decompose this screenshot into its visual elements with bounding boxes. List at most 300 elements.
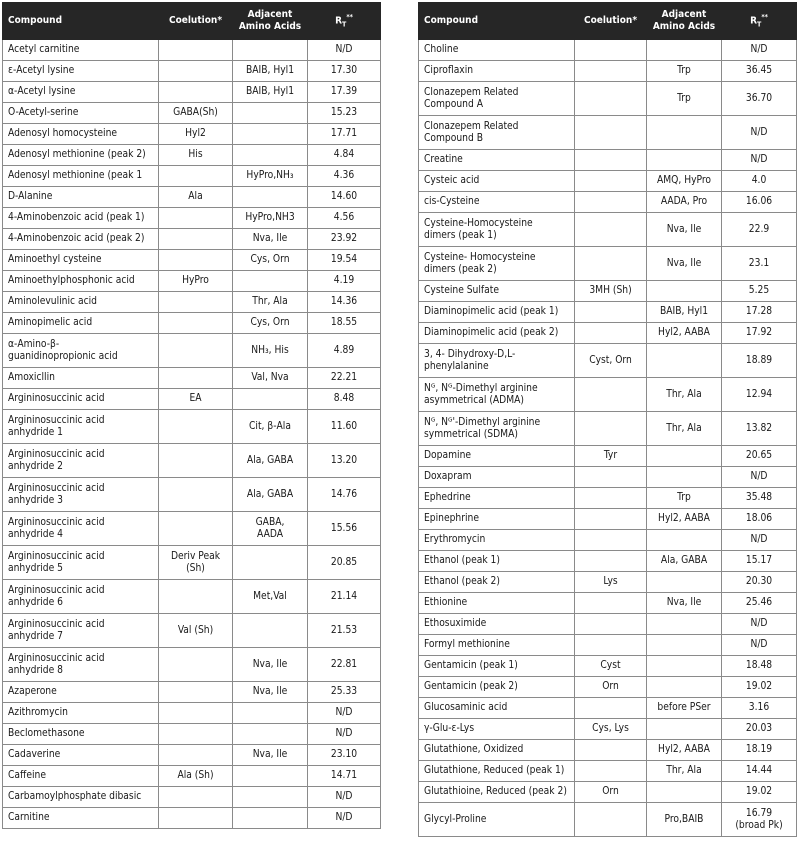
adjacent-amino-acids-cell: BAIB, Hyl1 <box>647 302 722 323</box>
table-row <box>419 40 797 61</box>
coelution-cell: Orn <box>575 677 647 698</box>
adjacent-amino-acids-cell: Hyl2, AABA <box>647 509 722 530</box>
adjacent-amino-acids-cell: Trp <box>647 488 722 509</box>
compound-cell: Ethosuximide <box>419 614 575 635</box>
adjacent-amino-acids-cell: Val, Nva <box>233 368 308 389</box>
coelution-cell <box>159 61 233 82</box>
table-row <box>3 614 381 648</box>
adjacent-amino-acids-cell: Nva, Ile <box>647 213 722 247</box>
table-row <box>3 82 381 103</box>
compound-cell: Argininosuccinic acid anhydride 8 <box>3 648 159 682</box>
compound-cell: Nᴳ, Nᴳ-Dimethyl arginine asymmetrical (ADMA) <box>419 378 575 412</box>
adjacent-amino-acids-cell <box>233 145 308 166</box>
retention-time-cell: 20.85 <box>308 546 381 580</box>
coelution-cell: Orn <box>575 782 647 803</box>
adjacent-amino-acids-cell <box>647 635 722 656</box>
compound-cell: Glycyl-Proline <box>419 803 575 837</box>
retention-time-cell: 18.89 <box>722 344 797 378</box>
adjacent-amino-acids-cell: HyPro,NH3 <box>233 208 308 229</box>
retention-time-cell: 18.19 <box>722 740 797 761</box>
table-row <box>419 171 797 192</box>
retention-time-cell: 19.54 <box>308 250 381 271</box>
retention-time-cell: 16.79 (broad Pk) <box>722 803 797 837</box>
adjacent-amino-acids-cell <box>233 808 308 829</box>
adjacent-amino-acids-cell: Nva, Ile <box>233 745 308 766</box>
retention-time-cell: 14.76 <box>308 478 381 512</box>
table-row <box>419 803 797 837</box>
table-row <box>419 740 797 761</box>
retention-time-cell: 13.20 <box>308 444 381 478</box>
table-row <box>419 593 797 614</box>
table-row <box>3 124 381 145</box>
coelution-cell <box>159 250 233 271</box>
table-row <box>3 40 381 61</box>
adjacent-amino-acids-cell: Hyl2, AABA <box>647 323 722 344</box>
adjacent-amino-acids-cell <box>233 103 308 124</box>
coelution-cell <box>575 530 647 551</box>
retention-time-cell: 17.39 <box>308 82 381 103</box>
coelution-cell <box>575 488 647 509</box>
table-row <box>419 412 797 446</box>
retention-time-cell: 14.60 <box>308 187 381 208</box>
compound-cell: Diaminopimelic acid (peak 2) <box>419 323 575 344</box>
retention-time-cell: 21.14 <box>308 580 381 614</box>
compound-cell: 4-Aminobenzoic acid (peak 1) <box>3 208 159 229</box>
adjacent-amino-acids-cell <box>233 724 308 745</box>
rt-superscript: ** <box>346 13 353 22</box>
compound-cell: Doxapram <box>419 467 575 488</box>
table-row <box>419 782 797 803</box>
retention-time-cell: 23.1 <box>722 247 797 281</box>
compound-cell: Nᴳ, Nᴳ'-Dimethyl arginine symmetrical (SDMA) <box>419 412 575 446</box>
coelution-cell <box>159 703 233 724</box>
retention-time-cell: N/D <box>308 40 381 61</box>
table-row <box>3 410 381 444</box>
retention-time-cell: 12.94 <box>722 378 797 412</box>
compound-cell: Choline <box>419 40 575 61</box>
compound-cell: Argininosuccinic acid anhydride 5 <box>3 546 159 580</box>
rt-label: R <box>335 15 343 27</box>
table-row <box>3 580 381 614</box>
coelution-cell <box>575 614 647 635</box>
retention-time-cell: 4.84 <box>308 145 381 166</box>
compound-cell: Aminoethyl cysteine <box>3 250 159 271</box>
coelution-cell <box>159 745 233 766</box>
compound-cell: Ethanol (peak 1) <box>419 551 575 572</box>
coelution-cell <box>575 171 647 192</box>
table-row <box>3 250 381 271</box>
compound-cell: cis-Cysteine <box>419 192 575 213</box>
compound-cell: Gentamicin (peak 2) <box>419 677 575 698</box>
retention-time-cell: N/D <box>308 808 381 829</box>
retention-time-cell: 14.44 <box>722 761 797 782</box>
adjacent-amino-acids-cell <box>647 656 722 677</box>
retention-time-cell: 17.71 <box>308 124 381 145</box>
table-row <box>419 82 797 116</box>
compound-cell: Cysteine-Homocysteine dimers (peak 1) <box>419 213 575 247</box>
adjacent-amino-acids-cell: NH₃, His <box>233 334 308 368</box>
compound-cell: Argininosuccinic acid anhydride 7 <box>3 614 159 648</box>
compound-cell: Argininosuccinic acid anhydride 4 <box>3 512 159 546</box>
adjacent-amino-acids-cell <box>647 572 722 593</box>
coelution-cell: Val (Sh) <box>159 614 233 648</box>
table-row <box>3 389 381 410</box>
compound-cell: Carnitine <box>3 808 159 829</box>
table-row <box>419 656 797 677</box>
table-row <box>3 766 381 787</box>
retention-time-cell: 16.06 <box>722 192 797 213</box>
table-row <box>419 446 797 467</box>
table-row <box>3 271 381 292</box>
table-row <box>3 229 381 250</box>
table-row <box>419 719 797 740</box>
coelution-cell <box>159 724 233 745</box>
table-row <box>419 761 797 782</box>
retention-time-cell: 15.23 <box>308 103 381 124</box>
retention-time-cell: 17.92 <box>722 323 797 344</box>
table-row <box>3 368 381 389</box>
compound-cell: Aminolevulinic acid <box>3 292 159 313</box>
compound-cell: Ciproflaxin <box>419 61 575 82</box>
adjacent-amino-acids-cell <box>647 116 722 150</box>
compound-cell: Dopamine <box>419 446 575 467</box>
adjacent-amino-acids-cell: Pro,BAIB <box>647 803 722 837</box>
coelution-cell <box>575 82 647 116</box>
rt-superscript: ** <box>761 13 768 22</box>
retention-time-cell: 4.56 <box>308 208 381 229</box>
adjacent-amino-acids-cell: Ala, GABA <box>233 478 308 512</box>
adjacent-amino-acids-cell: Thr, Ala <box>647 378 722 412</box>
compound-cell: 4-Aminobenzoic acid (peak 2) <box>3 229 159 250</box>
table-row <box>3 682 381 703</box>
coelution-cell: 3MH (Sh) <box>575 281 647 302</box>
table-row <box>3 208 381 229</box>
table-row <box>3 334 381 368</box>
adjacent-amino-acids-cell: Cit, β-Ala <box>233 410 308 444</box>
adjacent-amino-acids-cell <box>233 703 308 724</box>
retention-time-cell: N/D <box>722 467 797 488</box>
retention-time-cell: 23.92 <box>308 229 381 250</box>
compound-cell: Caffeine <box>3 766 159 787</box>
coelution-cell: Hyl2 <box>159 124 233 145</box>
table-row <box>419 551 797 572</box>
coelution-cell <box>159 682 233 703</box>
compound-cell: Diaminopimelic acid (peak 1) <box>419 302 575 323</box>
adjacent-amino-acids-cell <box>647 530 722 551</box>
adjacent-amino-acids-cell: Trp <box>647 82 722 116</box>
adjacent-amino-acids-cell: HyPro,NH₃ <box>233 166 308 187</box>
compound-cell: Cysteic acid <box>419 171 575 192</box>
table-row <box>3 145 381 166</box>
retention-time-cell: N/D <box>722 150 797 171</box>
adjacent-amino-acids-cell: AMQ, HyPro <box>647 171 722 192</box>
compounds-table-right <box>418 2 797 837</box>
compound-cell: Adenosyl methionine (peak 1 <box>3 166 159 187</box>
adjacent-amino-acids-cell <box>647 344 722 378</box>
retention-time-cell: 36.45 <box>722 61 797 82</box>
adjacent-amino-acids-cell: Thr, Ala <box>233 292 308 313</box>
adjacent-amino-acids-cell <box>233 40 308 61</box>
adjacent-amino-acids-cell <box>233 389 308 410</box>
compound-cell: Argininosuccinic acid anhydride 6 <box>3 580 159 614</box>
adjacent-amino-acids-cell: Cys, Orn <box>233 313 308 334</box>
compound-cell: Azithromycin <box>3 703 159 724</box>
coelution-cell <box>159 787 233 808</box>
adjacent-amino-acids-cell <box>233 187 308 208</box>
adjacent-amino-acids-cell: Nva, Ile <box>233 648 308 682</box>
table-row <box>3 103 381 124</box>
compound-cell: Ethionine <box>419 593 575 614</box>
retention-time-cell: N/D <box>722 635 797 656</box>
table-row <box>3 703 381 724</box>
table-row <box>419 635 797 656</box>
coelution-cell <box>159 512 233 546</box>
retention-time-cell: 20.65 <box>722 446 797 467</box>
retention-time-cell: N/D <box>722 530 797 551</box>
coelution-cell <box>575 61 647 82</box>
retention-time-cell: N/D <box>308 724 381 745</box>
retention-time-cell: 5.25 <box>722 281 797 302</box>
coelution-cell <box>159 648 233 682</box>
compound-cell: Beclomethasone <box>3 724 159 745</box>
retention-time-cell: 14.71 <box>308 766 381 787</box>
table-row <box>419 302 797 323</box>
retention-time-cell: 14.36 <box>308 292 381 313</box>
coelution-cell <box>575 40 647 61</box>
coelution-cell: Ala (Sh) <box>159 766 233 787</box>
rt-subscript: T <box>342 20 347 29</box>
adjacent-amino-acids-cell: Nva, Ile <box>233 229 308 250</box>
table-row <box>3 724 381 745</box>
retention-time-cell: N/D <box>308 787 381 808</box>
coelution-cell <box>159 478 233 512</box>
coelution-cell: Cyst <box>575 656 647 677</box>
coelution-cell <box>159 166 233 187</box>
compound-cell: 3, 4- Dihydroxy-D,L- phenylalanine <box>419 344 575 378</box>
adjacent-amino-acids-cell <box>233 614 308 648</box>
retention-time-cell: 25.46 <box>722 593 797 614</box>
column-header-coelution: Coelution* <box>159 3 233 40</box>
coelution-cell: EA <box>159 389 233 410</box>
adjacent-amino-acids-cell <box>647 150 722 171</box>
compound-cell: α-Acetyl lysine <box>3 82 159 103</box>
adjacent-amino-acids-cell <box>647 782 722 803</box>
table-body-right <box>419 40 797 837</box>
retention-time-cell: 4.36 <box>308 166 381 187</box>
coelution-cell: HyPro <box>159 271 233 292</box>
retention-time-cell: 22.9 <box>722 213 797 247</box>
adjacent-amino-acids-cell: Thr, Ala <box>647 761 722 782</box>
coelution-cell <box>159 368 233 389</box>
coelution-cell <box>159 229 233 250</box>
retention-time-cell: 13.82 <box>722 412 797 446</box>
table-row <box>419 509 797 530</box>
adjacent-amino-acids-cell <box>233 271 308 292</box>
adjacent-amino-acids-cell <box>233 124 308 145</box>
compound-cell: Epinephrine <box>419 509 575 530</box>
retention-time-cell: 19.02 <box>722 782 797 803</box>
compound-cell: α-Amino-β- guanidinopropionic acid <box>3 334 159 368</box>
coelution-cell <box>575 635 647 656</box>
table-row <box>419 323 797 344</box>
adjacent-amino-acids-cell: Thr, Ala <box>647 412 722 446</box>
coelution-cell <box>575 247 647 281</box>
retention-time-cell: 18.06 <box>722 509 797 530</box>
compound-cell: Amoxicllin <box>3 368 159 389</box>
table-row <box>419 344 797 378</box>
coelution-cell <box>575 740 647 761</box>
compound-cell: Ethanol (peak 2) <box>419 572 575 593</box>
compound-cell: Clonazepem Related Compound B <box>419 116 575 150</box>
adjacent-amino-acids-cell <box>647 719 722 740</box>
adjacent-amino-acids-cell: Ala, GABA <box>233 444 308 478</box>
table-row <box>419 378 797 412</box>
coelution-cell <box>575 698 647 719</box>
compound-cell: Ephedrine <box>419 488 575 509</box>
column-header-retention-time <box>722 3 797 40</box>
column-header-compound: Compound <box>419 3 575 40</box>
compound-cell: Gentamicin (peak 1) <box>419 656 575 677</box>
adjacent-amino-acids-cell <box>647 614 722 635</box>
table-row <box>419 677 797 698</box>
coelution-cell <box>575 551 647 572</box>
coelution-cell <box>575 323 647 344</box>
coelution-cell <box>575 378 647 412</box>
coelution-cell <box>159 808 233 829</box>
adjacent-amino-acids-cell: Trp <box>647 61 722 82</box>
retention-time-cell: 3.16 <box>722 698 797 719</box>
adjacent-amino-acids-cell: Cys, Orn <box>233 250 308 271</box>
table-body-left <box>3 40 381 829</box>
retention-time-cell: 25.33 <box>308 682 381 703</box>
coelution-cell <box>159 444 233 478</box>
column-header-adjacent-amino-acids: Adjacent Amino Acids <box>233 3 308 40</box>
compound-cell: Creatine <box>419 150 575 171</box>
compound-cell: O-Acetyl-serine <box>3 103 159 124</box>
adjacent-amino-acids-cell: BAIB, Hyl1 <box>233 82 308 103</box>
adjacent-amino-acids-cell: Hyl2, AABA <box>647 740 722 761</box>
retention-time-cell: 15.17 <box>722 551 797 572</box>
retention-time-cell: 18.48 <box>722 656 797 677</box>
coelution-cell: Ala <box>159 187 233 208</box>
retention-time-cell: 22.81 <box>308 648 381 682</box>
compound-cell: Argininosuccinic acid <box>3 389 159 410</box>
adjacent-amino-acids-cell: AADA, Pro <box>647 192 722 213</box>
retention-time-cell: 11.60 <box>308 410 381 444</box>
table-row <box>419 213 797 247</box>
table-row <box>3 313 381 334</box>
compound-cell: Argininosuccinic acid anhydride 1 <box>3 410 159 444</box>
adjacent-amino-acids-cell <box>647 446 722 467</box>
coelution-cell <box>575 593 647 614</box>
coelution-cell <box>575 467 647 488</box>
table-row <box>419 192 797 213</box>
retention-time-cell: 22.21 <box>308 368 381 389</box>
coelution-cell <box>159 410 233 444</box>
adjacent-amino-acids-cell: Met,Val <box>233 580 308 614</box>
compounds-table-left <box>2 2 381 829</box>
coelution-cell <box>575 509 647 530</box>
retention-time-cell: N/D <box>722 614 797 635</box>
column-header-compound: Compound <box>3 3 159 40</box>
retention-time-cell: 20.30 <box>722 572 797 593</box>
coelution-cell: Lys <box>575 572 647 593</box>
table-row <box>419 247 797 281</box>
compound-cell: Glutathione, Oxidized <box>419 740 575 761</box>
retention-time-cell: 4.0 <box>722 171 797 192</box>
retention-time-cell: 15.56 <box>308 512 381 546</box>
coelution-cell <box>159 292 233 313</box>
coelution-cell <box>159 40 233 61</box>
table-row <box>3 478 381 512</box>
coelution-cell <box>575 192 647 213</box>
table-row <box>419 614 797 635</box>
compound-cell: Cadaverine <box>3 745 159 766</box>
coelution-cell <box>159 334 233 368</box>
coelution-cell: His <box>159 145 233 166</box>
rt-label: R <box>750 15 758 27</box>
coelution-cell: Cyst, Orn <box>575 344 647 378</box>
retention-time-cell: 20.03 <box>722 719 797 740</box>
coelution-cell <box>159 580 233 614</box>
table-row <box>3 61 381 82</box>
coelution-cell <box>159 208 233 229</box>
column-header-adjacent-amino-acids: Adjacent Amino Acids <box>647 3 722 40</box>
table-row <box>3 808 381 829</box>
compound-cell: Acetyl carnitine <box>3 40 159 61</box>
table-row <box>419 61 797 82</box>
coelution-cell <box>159 313 233 334</box>
compound-cell: Adenosyl homocysteine <box>3 124 159 145</box>
retention-time-cell: 21.53 <box>308 614 381 648</box>
adjacent-amino-acids-cell: Ala, GABA <box>647 551 722 572</box>
retention-time-cell: 17.28 <box>722 302 797 323</box>
table-row <box>419 698 797 719</box>
coelution-cell <box>575 213 647 247</box>
adjacent-amino-acids-cell <box>647 677 722 698</box>
table-row <box>419 488 797 509</box>
compound-cell: ε-Acetyl lysine <box>3 61 159 82</box>
coelution-cell: Deriv Peak (Sh) <box>159 546 233 580</box>
table-row <box>419 281 797 302</box>
coelution-cell <box>575 761 647 782</box>
adjacent-amino-acids-cell: Nva, Ile <box>647 247 722 281</box>
table-row <box>419 467 797 488</box>
retention-time-cell: 18.55 <box>308 313 381 334</box>
coelution-cell <box>575 412 647 446</box>
compound-cell: Glucosaminic acid <box>419 698 575 719</box>
retention-time-cell: N/D <box>722 40 797 61</box>
adjacent-amino-acids-cell <box>233 787 308 808</box>
retention-time-cell: 19.02 <box>722 677 797 698</box>
compound-cell: Aminoethylphosphonic acid <box>3 271 159 292</box>
adjacent-amino-acids-cell <box>233 546 308 580</box>
table-row <box>419 150 797 171</box>
rt-subscript: T <box>757 20 762 29</box>
table-row <box>3 745 381 766</box>
table-row <box>419 572 797 593</box>
retention-time-cell: N/D <box>308 703 381 724</box>
compound-cell: Clonazepem Related Compound A <box>419 82 575 116</box>
retention-time-cell: N/D <box>722 116 797 150</box>
table-row <box>3 648 381 682</box>
compound-cell: Argininosuccinic acid anhydride 2 <box>3 444 159 478</box>
table-row <box>3 166 381 187</box>
table-row <box>419 530 797 551</box>
retention-time-cell: 4.89 <box>308 334 381 368</box>
compound-cell: Aminopimelic acid <box>3 313 159 334</box>
adjacent-amino-acids-cell <box>647 40 722 61</box>
